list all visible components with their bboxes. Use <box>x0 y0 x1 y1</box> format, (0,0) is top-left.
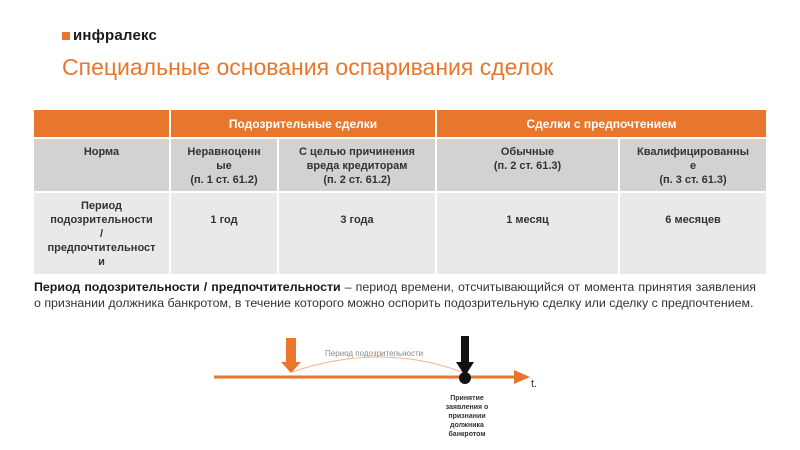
event-line-5: банкротом <box>448 431 486 438</box>
cell-ordinary: 1 месяц <box>436 192 619 274</box>
row-label-line-5: и <box>98 256 105 268</box>
slide-title: Специальные основания оспаривания сделок <box>62 54 554 80</box>
row-label-line-4: предпочтительност <box>47 242 156 254</box>
cell-harm: 3 года <box>278 192 436 274</box>
black-down-arrow-icon <box>456 336 474 376</box>
header-suspicious: Подозрительные сделки <box>170 110 436 138</box>
definition-term: Период подозрительности / предпочтительности <box>34 280 341 294</box>
row-label-line-2: подозрительности <box>50 214 153 226</box>
definition-text: – период времени, отсчитывающийся от момента принятия заявления о признании должника банкротом, в течение которого можно оспорить подозрительную сделку или сделку с предпочтением. <box>34 280 756 310</box>
axis-label: t. <box>531 378 538 390</box>
unequal-line-1: Неравноценн <box>187 146 261 158</box>
row-label-line-1: Период <box>80 200 123 212</box>
qualified-line-1: Квалифицированны <box>637 146 749 158</box>
ordinary-line-2: (п. 2 ст. 61.3) <box>493 160 562 172</box>
qualified-line-3: (п. 3 ст. 61.3) <box>659 174 727 186</box>
axis-arrowhead-icon <box>514 370 530 384</box>
cell-unequal: 1 год <box>170 192 278 274</box>
header-preference: Сделки с предпочтением <box>436 110 766 138</box>
logo-text: инфралекс <box>73 27 158 44</box>
harm-line-3: (п. 2 ст. 61.2) <box>323 174 391 186</box>
event-line-1: Принятие <box>450 395 484 402</box>
event-label <box>436 394 498 439</box>
qualified-line-2: е <box>689 160 697 172</box>
orange-down-arrow-icon <box>281 338 301 373</box>
event-line-4: должника <box>450 422 484 429</box>
ordinary-line-1: Обычные <box>500 146 555 158</box>
period-label: Период подозрительности <box>325 349 424 358</box>
row-label-line-3: / <box>99 228 104 240</box>
event-line-2: заявления о <box>445 404 489 411</box>
event-dot-icon <box>459 372 471 384</box>
cell-qualified: 6 месяцев <box>619 192 766 274</box>
event-line-3: признании <box>448 413 486 420</box>
period-arc <box>292 357 462 372</box>
norm-label: Норма <box>83 146 120 158</box>
unequal-line-3: (п. 1 ст. 61.2) <box>190 174 258 186</box>
harm-line-2: вреда кредиторам <box>306 160 408 172</box>
unequal-line-2: ые <box>216 160 232 172</box>
harm-line-1: С целью причинения <box>299 146 415 158</box>
